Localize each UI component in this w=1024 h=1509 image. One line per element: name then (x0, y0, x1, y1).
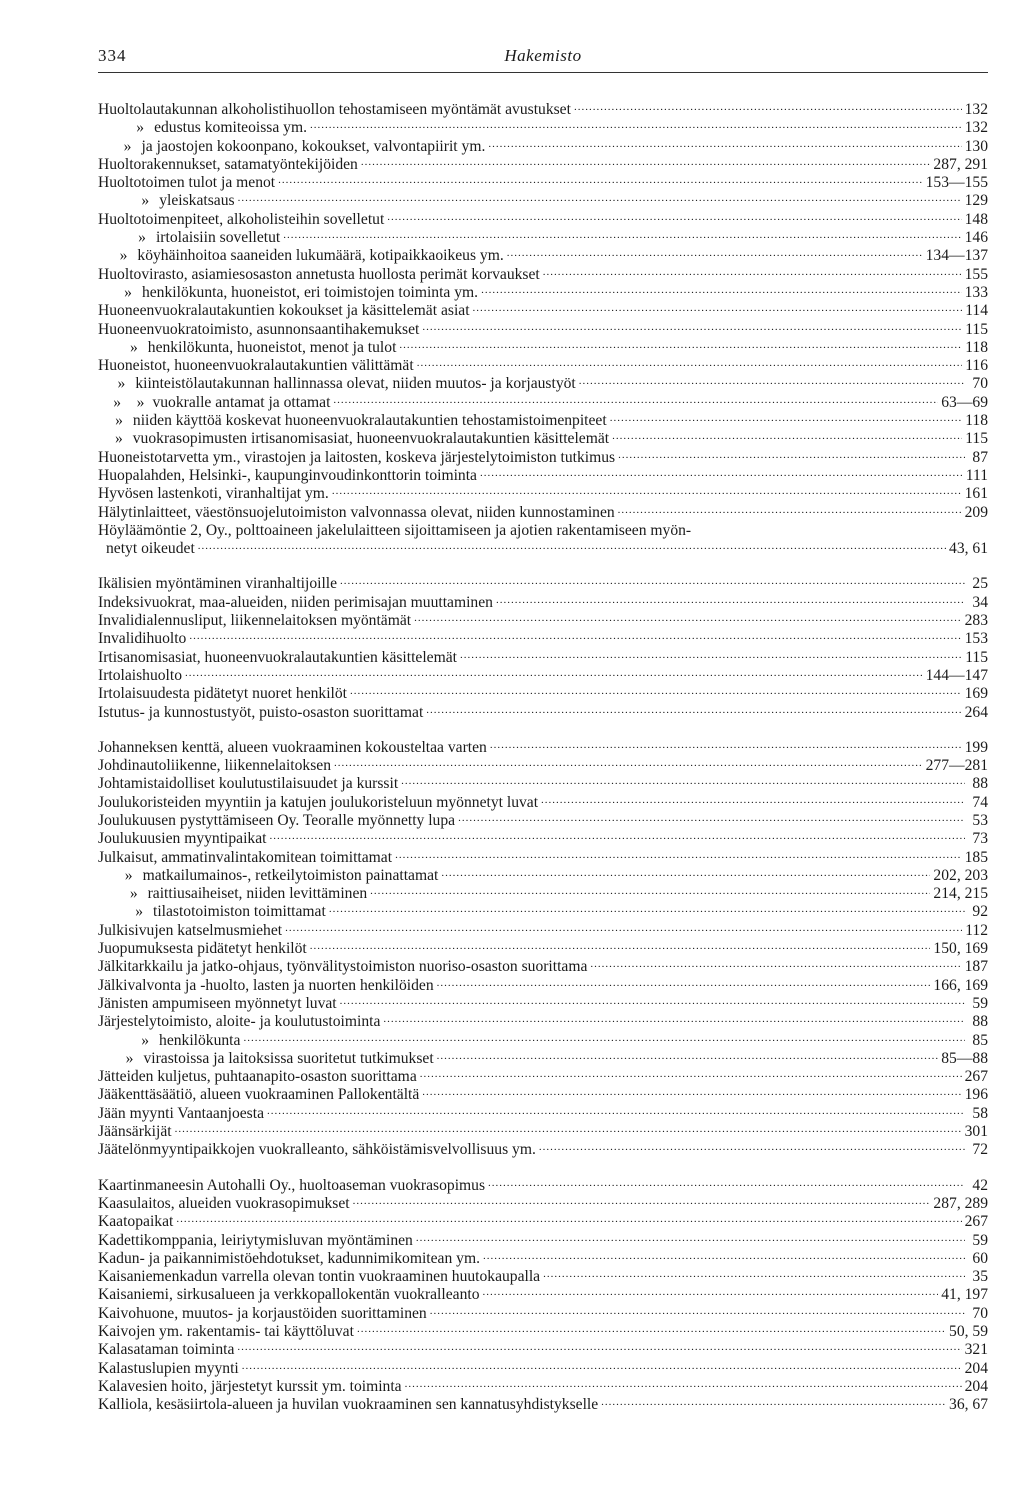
dot-leader (175, 1119, 962, 1138)
ditto-mark: » (124, 283, 132, 301)
dot-leader (481, 280, 962, 299)
dot-leader (601, 1392, 946, 1411)
dot-leader (405, 1374, 962, 1393)
dot-leader (488, 1173, 965, 1192)
page-reference: 277—281 (925, 757, 988, 775)
dot-leader (437, 1046, 939, 1065)
dot-leader (399, 335, 962, 354)
page-reference: 185 (964, 848, 988, 866)
entry-text: Huoneistot, huoneenvuokralautakuntien välittämät (98, 357, 414, 375)
entry-text: Kadun- ja paikannimistöehdotukset, kadunnimikomitean ym. (98, 1249, 480, 1267)
dot-leader (496, 590, 965, 609)
dot-leader (357, 1319, 946, 1338)
page-reference: 50, 59 (949, 1323, 988, 1340)
entry-text: Jäätelönmyyntipaikkojen vuokralleanto, sähköistämisvelvollisuus ym. (98, 1141, 536, 1159)
entry-text: matkailumainos-, retkeilytoimiston painattamat (142, 866, 439, 884)
entry-text: Joulukuusien myyntipaikat (98, 830, 267, 848)
dot-leader (426, 700, 961, 719)
page-number: 334 (98, 46, 127, 65)
page-reference: 132 (964, 119, 988, 137)
header-rule (98, 72, 988, 73)
page-reference: 34 (972, 593, 988, 611)
dot-leader (420, 1064, 962, 1083)
dot-leader (332, 481, 962, 500)
entry-text: tilastotoimiston toimittamat (152, 903, 326, 921)
entry-text: Jäänsärkijät (98, 1123, 172, 1141)
entry-text: Huoneistotarvetta ym., virastojen ja laitosten, koskeva järjestelytoimiston tutkimus (98, 448, 616, 466)
page-reference: 36, 67 (949, 1396, 988, 1414)
page-reference: 88 (972, 1013, 988, 1031)
entry-text: henkilökunta, huoneistot, eri toimistojen toiminta ym. (141, 283, 479, 301)
entry-text: Ikälisien myöntäminen viranhaltijoille (98, 575, 338, 593)
entry-text: Kalastuslupien myynti (98, 1359, 239, 1377)
page-reference: 202, 203 (933, 866, 988, 884)
entry-text: Höyläämöntie 2, Oy., polttoaineen jakelulaitteen sijoittamiseen ja ajotien rakentamiseen myön- (98, 521, 692, 539)
page-reference: 153 (964, 630, 988, 648)
page-reference: 111 (965, 466, 988, 484)
dot-leader (401, 771, 965, 790)
page-reference: 144—147 (925, 666, 988, 684)
dot-leader (422, 1082, 961, 1101)
page-reference: 85 (972, 1031, 988, 1049)
index-page (98, 40, 988, 1431)
page-reference: 42 (972, 1176, 988, 1194)
page-reference: 60 (972, 1249, 988, 1267)
dot-leader (541, 790, 965, 809)
entry-text: Huoltovirasto, asiamiesosaston annetusta huollosta perimät korvaukset (98, 265, 540, 283)
dot-leader (416, 1228, 965, 1247)
page-reference: 72 (972, 1141, 988, 1159)
dot-leader (333, 390, 938, 409)
dot-leader (395, 845, 962, 864)
entry-text: yleiskatsaus (159, 192, 235, 210)
dot-leader (310, 936, 931, 955)
page-reference: 88 (972, 775, 988, 793)
ditto-mark: » (117, 375, 126, 393)
page-reference: 130 (964, 137, 988, 155)
entry-text: Huoltorakennukset, satamatyöntekijöiden (98, 155, 358, 173)
index-entry (98, 1141, 988, 1159)
dot-leader (278, 170, 922, 189)
page-reference: 41, 197 (941, 1286, 988, 1304)
dot-leader (242, 1356, 962, 1375)
page-reference: 118 (965, 412, 988, 430)
ditto-mark: » (125, 1049, 134, 1067)
dot-leader (189, 626, 961, 645)
dot-leader (579, 371, 965, 390)
entry-text: raittiusaiheiset, niiden levittäminen (147, 885, 368, 903)
ditto-mark: » (136, 119, 145, 137)
page-reference: 199 (964, 738, 988, 756)
entry-text: henkilökunta (159, 1031, 241, 1049)
page-reference: 70 (972, 1304, 988, 1322)
entry-text: edustus komiteoissa ym. (154, 119, 307, 137)
page-reference: 204 (964, 1377, 988, 1395)
dot-leader (480, 463, 963, 482)
dot-leader (387, 207, 961, 226)
ditto-mark: » (124, 866, 133, 884)
index-group (98, 575, 988, 721)
entry-text: Kaivojen ym. rakentamis- tai käyttöluvat (98, 1323, 354, 1340)
ditto-mark: » (138, 229, 146, 247)
page-reference: 115 (965, 320, 988, 338)
page-reference: 283 (964, 612, 988, 630)
index-group (98, 1177, 988, 1415)
page-reference: 161 (964, 485, 988, 503)
page-reference: 133 (964, 283, 988, 301)
entry-text: virastoissa ja laitoksissa suoritetut tutkimukset (143, 1049, 434, 1067)
entry-text: Kalavesien hoito, järjestetyt kurssit ym. toiminta (98, 1377, 402, 1395)
dot-leader (243, 1028, 965, 1047)
page-reference: 132 (964, 101, 988, 118)
entry-text: Kadettikomppania, leiriytymisluvan myöntäminen (98, 1231, 413, 1249)
page-reference: 148 (964, 210, 988, 228)
ditto-mark: » (114, 430, 123, 448)
entry-text: Jätteiden kuljetus, puhtaanapito-osaston suorittama (98, 1068, 417, 1086)
dot-leader (270, 826, 966, 845)
entry-text: Johtamistaidolliset koulutustilaisuudet ja kurssit (98, 775, 399, 793)
page-reference: 43, 61 (949, 540, 988, 558)
page-reference: 35 (972, 1268, 988, 1286)
dot-leader (543, 1264, 965, 1283)
entry-text: Huoneenvuokratoimisto, asunnonsaantihakemukset (98, 320, 420, 338)
index-entry-continuation (98, 540, 988, 558)
entry-text: niiden käyttöä koskevat huoneenvuokralautakuntien tehostamistoimenpiteet (132, 412, 607, 430)
ditto-mark: » (130, 338, 138, 356)
page-reference: 73 (972, 830, 988, 848)
entry-text: Kalasataman toiminta (98, 1341, 235, 1359)
page-reference: 63—69 (941, 393, 988, 411)
dot-leader (618, 445, 965, 464)
entry-text: Johdinautoliikenne, liikennelaitoksen (98, 757, 331, 775)
dot-leader (310, 115, 962, 134)
dot-leader (612, 426, 962, 445)
dot-leader (198, 536, 946, 555)
dot-leader (483, 1246, 965, 1265)
index-entry (98, 504, 988, 522)
ditto-mark: » (141, 1031, 150, 1049)
page-reference: 155 (964, 265, 988, 283)
page-reference: 114 (965, 302, 988, 320)
entry-text: netyt oikeudet (106, 540, 195, 558)
entry-text: Huoltolautakunnan alkoholistihuollon tehostamiseen myöntämät avustukset (98, 101, 571, 118)
page-reference: 25 (972, 575, 988, 593)
entry-text: Invalidialennusliput, liikennelaitoksen myöntämät (98, 612, 412, 630)
dot-leader (610, 408, 963, 427)
dot-leader (340, 991, 965, 1010)
entry-text: Irtolaishuolto (98, 666, 183, 684)
page-reference: 70 (972, 375, 988, 393)
dot-leader (350, 681, 962, 700)
dot-leader (488, 134, 961, 153)
page-reference: 169 (964, 685, 988, 703)
page-reference: 321 (964, 1341, 988, 1359)
dot-leader (543, 262, 962, 281)
dot-leader (458, 808, 965, 827)
entry-text: Kaasulaitos, alueiden vuokrasopimukset (98, 1194, 350, 1212)
dot-leader (437, 973, 931, 992)
entry-text: Jälkitarkkailu ja jatko-ohjaus, työnvälitystoimiston nuoriso-osaston suorittama (98, 958, 588, 976)
ditto-mark: » (119, 247, 128, 265)
entry-text: Kaatopaikat (98, 1213, 174, 1231)
entry-text: köyhäinhoitoa saaneiden lukumäärä, kotipaikkaoikeus ym. (137, 247, 504, 265)
entry-text: Huoltotoimenpiteet, alkoholisteihin sovelletut (98, 210, 385, 228)
index-group (98, 101, 988, 558)
dot-leader (237, 1337, 961, 1356)
index-group (98, 739, 988, 1160)
entry-text: Joulukoristeiden myyntiin ja katujen joulukoristeluun myönnetyt luvat (98, 793, 539, 811)
entry-text: vuokralle antamat ja ottamat (152, 393, 331, 411)
page-reference: 92 (972, 903, 988, 921)
dot-leader (460, 645, 962, 664)
page-reference: 53 (972, 811, 988, 829)
page-reference: 115 (965, 430, 988, 448)
dot-leader (507, 243, 923, 262)
page-reference: 287, 291 (933, 155, 988, 173)
dot-leader (370, 881, 930, 900)
page-reference: 134—137 (925, 247, 988, 265)
page-reference: 59 (972, 1231, 988, 1249)
page-title: Hakemisto (504, 46, 582, 65)
entry-text: vuokrasopimusten irtisanomisasiat, huoneenvuokralautakuntien käsittelemät (132, 430, 610, 448)
dot-leader (353, 1191, 931, 1210)
dot-leader (283, 225, 961, 244)
dot-leader (430, 1301, 965, 1320)
entry-text: ja jaostojen kokoonpano, kokoukset, valvontapiirit ym. (141, 137, 486, 155)
dot-leader (574, 97, 962, 116)
page-reference: 115 (965, 648, 988, 666)
entry-text: Invalidihuolto (98, 630, 187, 648)
entry-text: Kaivohuone, muutos- ja korjaustöiden suorittaminen (98, 1304, 427, 1322)
entry-text: Huopalahden, Helsinki-, kaupunginvoudinkonttorin toiminta (98, 466, 477, 484)
entry-text: Julkaisut, ammatinvalintakomitean toimittamat (98, 848, 393, 866)
dot-leader (483, 1282, 939, 1301)
dot-leader (176, 1209, 961, 1228)
page-reference: 166, 169 (933, 976, 988, 994)
dot-leader (361, 152, 931, 171)
dot-leader (590, 954, 961, 973)
entry-text: Jään myynti Vantaanjoesta (98, 1104, 265, 1122)
entry-text: Irtolaisuudesta pidätetyt nuoret henkilöt (98, 685, 348, 703)
entry-text: irtolaisiin sovelletut (155, 229, 281, 247)
page-reference: 58 (972, 1104, 988, 1122)
page-reference: 153—155 (925, 174, 988, 192)
ditto-mark: » (129, 885, 138, 903)
dot-leader (238, 188, 962, 207)
entry-text: Kaartinmaneesin Autohalli Oy., huoltoaseman vuokrasopimus (98, 1176, 486, 1194)
entry-text: Johanneksen kenttä, alueen vuokraaminen kokousteltaa varten (98, 738, 487, 756)
entry-text: Jälkivalvonta ja -huolto, lasten ja nuorten henkilöiden (98, 976, 434, 994)
index-entry (98, 704, 988, 722)
page-reference: 74 (972, 793, 988, 811)
page-reference: 116 (965, 357, 988, 375)
page-reference: 267 (964, 1068, 988, 1086)
entry-text: Huoltotoimen tulot ja menot (98, 174, 276, 192)
page-reference: 214, 215 (933, 885, 988, 903)
ditto-mark: » (123, 137, 132, 155)
dot-leader (329, 899, 965, 918)
entry-text: Istutus- ja kunnostustyöt, puisto-osaston suorittamat (98, 703, 424, 721)
entry-text: Juopumuksesta pidätetyt henkilöt (98, 940, 307, 958)
dot-leader (473, 298, 963, 317)
dot-leader (422, 317, 962, 336)
page-reference: 209 (964, 503, 988, 521)
dot-leader (383, 1009, 965, 1028)
page-reference: 85—88 (941, 1049, 988, 1067)
entry-text: Hyvösen lastenkoti, viranhaltijat ym. (98, 485, 329, 503)
dot-leader (441, 863, 930, 882)
entry-text: Huoneenvuokralautakuntien kokoukset ja käsittelemät asiat (98, 302, 470, 320)
ditto-mark: » (135, 903, 143, 921)
page-header (98, 40, 988, 74)
index-entry (98, 1396, 988, 1414)
entry-text: Joulukuusen pystyttämiseen Oy. Teoralle myönnetty lupa (98, 811, 456, 829)
entry-text: Indeksivuokrat, maa-alueiden, niiden perimisajan muuttaminen (98, 593, 493, 611)
dot-leader (414, 608, 962, 627)
page-reference: 187 (964, 958, 988, 976)
entry-text: Järjestelytoimisto, aloite- ja koulutustoiminta (98, 1013, 381, 1031)
page-reference: 264 (964, 703, 988, 721)
page-reference: 146 (964, 229, 988, 247)
page-reference: 267 (964, 1213, 988, 1231)
ditto-mark: » (141, 192, 150, 210)
dot-leader (185, 663, 923, 682)
index-entries (98, 101, 988, 1414)
dot-leader (340, 571, 965, 590)
dot-leader (267, 1101, 965, 1120)
entry-text: Kalliola, kesäsiirtola-alueen ja huvilan vuokraaminen sen kannatusyhdistykselle (98, 1396, 599, 1414)
entry-text: Kaisaniemenkadun varrella olevan tontin vuokraaminen huutokaupalla (98, 1268, 541, 1286)
entry-text: henkilökunta, huoneistot, menot ja tulot (147, 338, 397, 356)
page-reference: 150, 169 (933, 940, 988, 958)
page-reference: 287, 289 (933, 1194, 988, 1212)
page-reference: 112 (965, 921, 988, 939)
dot-leader (334, 753, 923, 772)
dot-leader (490, 735, 962, 754)
entry-text: Hälytinlaitteet, väestönsuojelutoimiston valvonnassa olevat, niiden kunnostaminen (98, 503, 615, 521)
entry-text: Jääkenttäsäätiö, alueen vuokraaminen Pallokentältä (98, 1086, 420, 1104)
page-reference: 87 (972, 448, 988, 466)
dot-leader (539, 1137, 965, 1156)
entry-text: Julkisivujen katselmusmiehet (98, 921, 283, 939)
page-reference: 129 (964, 192, 988, 210)
page-reference: 204 (964, 1359, 988, 1377)
ditto-mark: » (115, 412, 123, 430)
page-reference: 301 (964, 1123, 988, 1141)
page-reference: 118 (965, 338, 988, 356)
entry-text: Irtisanomisasiat, huoneenvuokralautakuntien käsittelemät (98, 648, 457, 666)
page-reference: 59 (972, 994, 988, 1012)
page-reference: 196 (964, 1086, 988, 1104)
entry-text: Kaisaniemi, sirkusalueen ja verkkopallokentän vuokralleanto (98, 1286, 480, 1304)
ditto-mark: » » (113, 393, 145, 411)
dot-leader (618, 500, 962, 519)
entry-text: kiinteistölautakunnan hallinnassa olevat, niiden muutos- ja korjaustyöt (135, 375, 576, 393)
entry-text: Jänisten ampumiseen myönnetyt luvat (98, 994, 337, 1012)
dot-leader (417, 353, 962, 372)
dot-leader (285, 918, 962, 937)
